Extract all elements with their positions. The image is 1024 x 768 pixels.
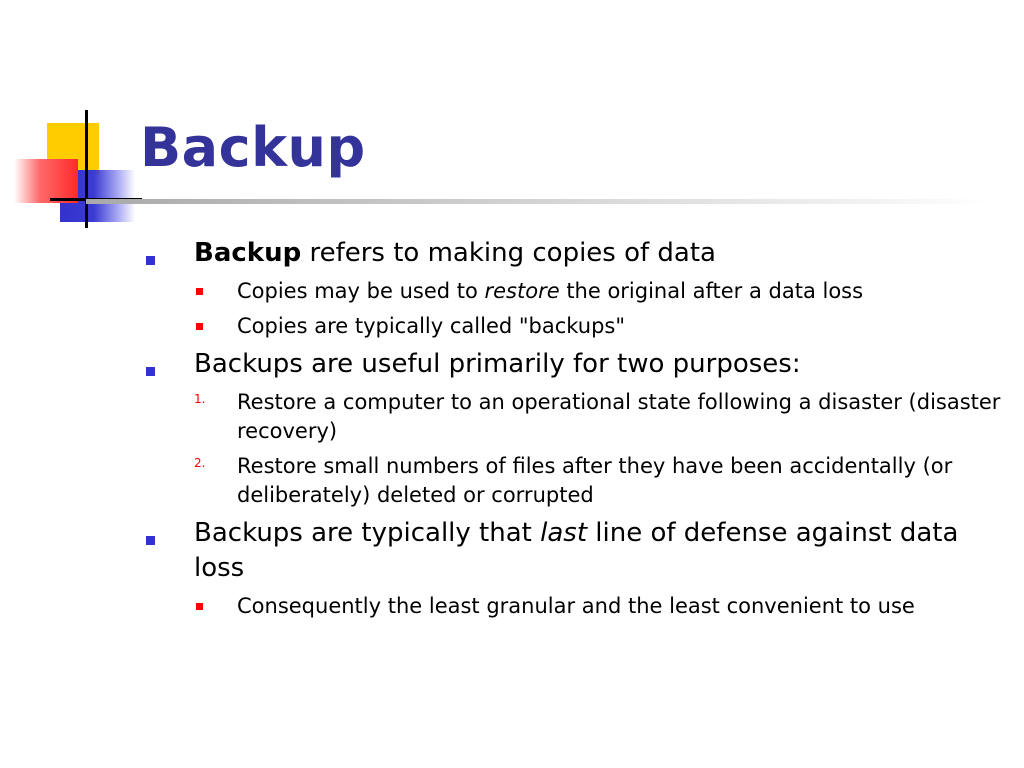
numbered-item	[140, 452, 1010, 510]
slide-title: Backup	[140, 116, 366, 179]
numbered-text: Restore a computer to an operational state following a disaster (disaster recovery)	[237, 390, 1001, 443]
numbered-text: Restore small numbers of files after they have been accidentally (or deliberately) deleted or corrupted	[237, 454, 953, 507]
square-bullet-icon	[196, 323, 203, 330]
bullet-item	[140, 347, 1010, 382]
slide-body	[140, 230, 1010, 621]
list-number: 1.	[194, 392, 206, 406]
sub-bullet-item	[140, 312, 1010, 341]
sub-bullet-italic: restore	[484, 279, 560, 303]
square-bullet-icon	[146, 367, 155, 376]
square-bullet-icon	[196, 288, 203, 295]
square-bullet-icon	[146, 536, 155, 545]
sub-bullet-item	[140, 592, 1010, 621]
sub-bullet-text: the original after a data loss	[559, 279, 864, 303]
sub-bullet-text: Copies may be used to	[237, 279, 485, 303]
bullet-item	[140, 516, 1010, 586]
bullet-text: line of defense against data loss	[194, 518, 959, 583]
bullet-bold-text: Backup	[194, 238, 302, 268]
sub-bullet-item	[140, 277, 1010, 306]
red-square	[14, 159, 78, 203]
square-bullet-icon	[196, 603, 203, 610]
bullet-text: refers to making copies of data	[301, 238, 716, 268]
bullet-text: Backups are typically that	[194, 518, 541, 548]
numbered-item	[140, 388, 1010, 446]
sub-bullet-text: Consequently the least granular and the least convenient to use	[237, 594, 915, 618]
list-number: 2.	[194, 456, 206, 470]
square-bullet-icon	[146, 256, 155, 265]
title-underline	[86, 199, 986, 204]
bullet-italic: last	[540, 518, 588, 548]
sub-bullet-text: Copies are typically called "backups"	[237, 314, 626, 338]
bullet-text: Backups are useful primarily for two purposes:	[194, 349, 801, 379]
vertical-line	[85, 110, 88, 228]
bullet-item	[140, 236, 1010, 271]
